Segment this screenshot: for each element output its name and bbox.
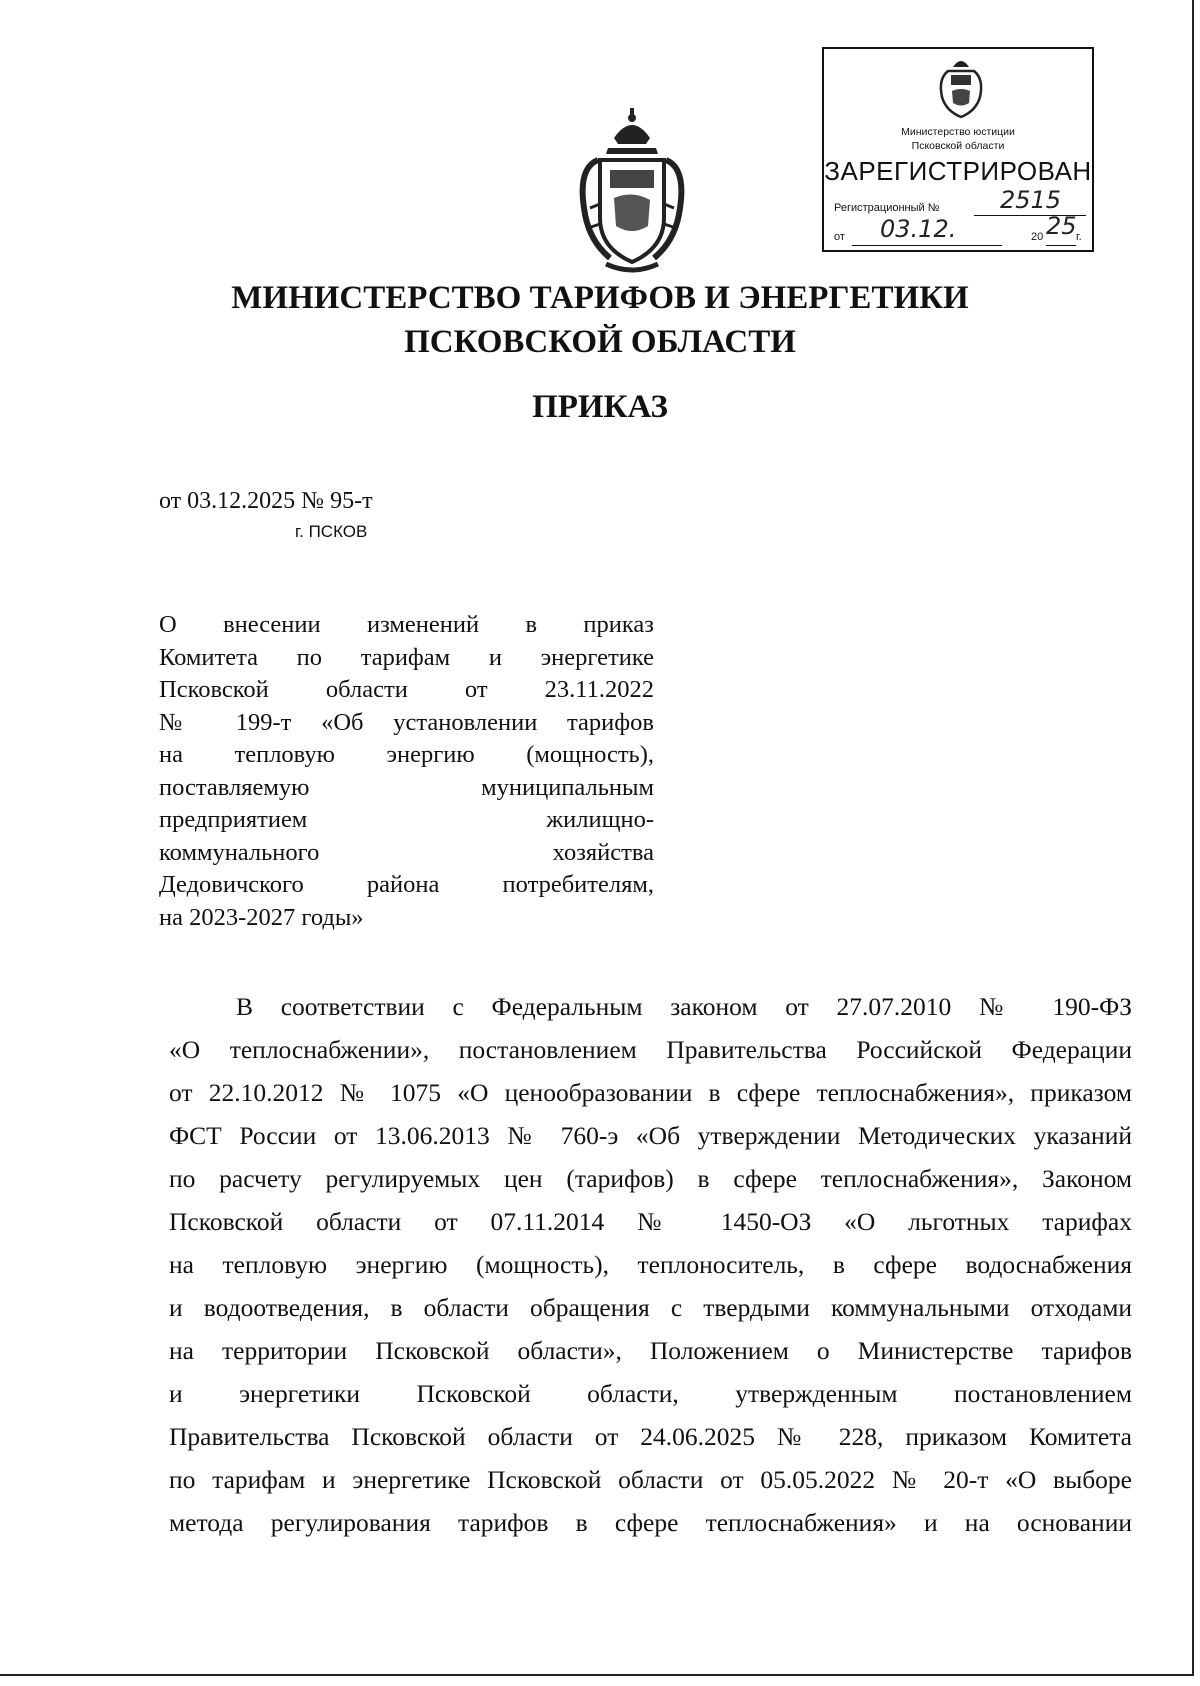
doc-type: ПРИКАЗ bbox=[532, 389, 668, 425]
org-title-line1: МИНИСТЕРСТВО ТАРИФОВ И ЭНЕРГЕТИКИ bbox=[231, 280, 969, 316]
subject-line: № 199-т «Об установлении тарифов bbox=[159, 708, 654, 736]
doc-city: г. ПСКОВ bbox=[295, 522, 368, 541]
stamp-ministry bbox=[824, 125, 1092, 153]
coat-of-arms-icon bbox=[570, 108, 694, 276]
subject-line: на 2023-2027 годы» bbox=[159, 903, 364, 931]
subject-line: Псковской области от 23.11.2022 bbox=[159, 676, 654, 703]
subject-line: поставляемую муниципальным bbox=[159, 773, 654, 801]
body-line: ФСТ России от 13.06.2013 № 760-э «Об утверждении Методических указаний bbox=[169, 1121, 1132, 1150]
body-line: Правительства Псковской области от 24.06.2025 № 228, приказом Комитета bbox=[169, 1422, 1132, 1451]
stamp-status: ЗАРЕГИСТРИРОВАН bbox=[824, 156, 1092, 186]
stamp-reg-label: Регистрационный № bbox=[834, 202, 940, 214]
body-line: на тепловую энергию (мощность), теплоноситель, в сфере водоснабжения bbox=[169, 1250, 1132, 1279]
stamp-ministry-line2: Псковской области bbox=[911, 140, 1005, 152]
subject-line: О внесении изменений в приказ bbox=[159, 611, 654, 638]
stamp-reg-number: 2515 bbox=[1000, 186, 1062, 214]
doc-subject bbox=[159, 609, 654, 934]
doc-date-number: от 03.12.2025 № 95-т bbox=[159, 488, 373, 514]
stamp-date-value: 03.12. bbox=[880, 215, 957, 243]
org-title-line2: ПСКОВСКОЙ ОБЛАСТИ bbox=[404, 324, 796, 360]
subject-line: предприятием жилищно- bbox=[159, 806, 654, 833]
page-frame-right bbox=[1192, 0, 1194, 1676]
stamp-year-prefix: 20 bbox=[1031, 231, 1044, 243]
body-line: и энергетики Псковской области, утвержденным постановлением bbox=[169, 1379, 1132, 1408]
stamp-year-suffix: 25 bbox=[1046, 212, 1077, 240]
body-line: и водоотведения, в области обращения с твердыми коммунальными отходами bbox=[169, 1293, 1132, 1322]
body-line: от 22.10.2012 № 1075 «О ценообразовании в сфере теплоснабжения», приказом bbox=[169, 1078, 1132, 1107]
body-line: Псковской области от 07.11.2014 № 1450-ОЗ «О льготных тарифах bbox=[169, 1207, 1132, 1236]
body-line: по расчету регулируемых цен (тарифов) в сфере теплоснабжения», Законом bbox=[169, 1164, 1132, 1193]
body-line: «О теплоснабжении», постановлением Правительства Российской Федерации bbox=[169, 1035, 1132, 1064]
body-line: В соответствии с Федеральным законом от 27.07.2010 № 190-ФЗ bbox=[236, 992, 1132, 1021]
registration-stamp bbox=[822, 47, 1094, 252]
stamp-emblem-icon bbox=[936, 55, 986, 119]
subject-line: на тепловую энергию (мощность), bbox=[159, 741, 654, 768]
stamp-date-prefix: от bbox=[834, 231, 845, 243]
page-frame-bottom bbox=[0, 1674, 1194, 1676]
org-title bbox=[0, 276, 1200, 364]
body-line: на территории Псковской области», Положением о Министерстве тарифов bbox=[169, 1336, 1132, 1365]
stamp-year-underline bbox=[1046, 245, 1076, 246]
body-line: метода регулирования тарифов в сфере теплоснабжения» и на основании bbox=[169, 1508, 1132, 1537]
subject-line: Дедовичского района потребителям, bbox=[159, 871, 654, 898]
stamp-ministry-line1: Министерство юстиции bbox=[901, 126, 1015, 138]
stamp-date-underline bbox=[852, 245, 1002, 246]
subject-line: Комитета по тарифам и энергетике bbox=[159, 643, 654, 671]
subject-line: коммунального хозяйства bbox=[159, 838, 654, 866]
doc-body bbox=[169, 985, 1132, 1544]
body-line: по тарифам и энергетике Псковской области от 05.05.2022 № 20-т «О выборе bbox=[169, 1465, 1132, 1494]
stamp-year-abbr: г. bbox=[1076, 231, 1082, 243]
